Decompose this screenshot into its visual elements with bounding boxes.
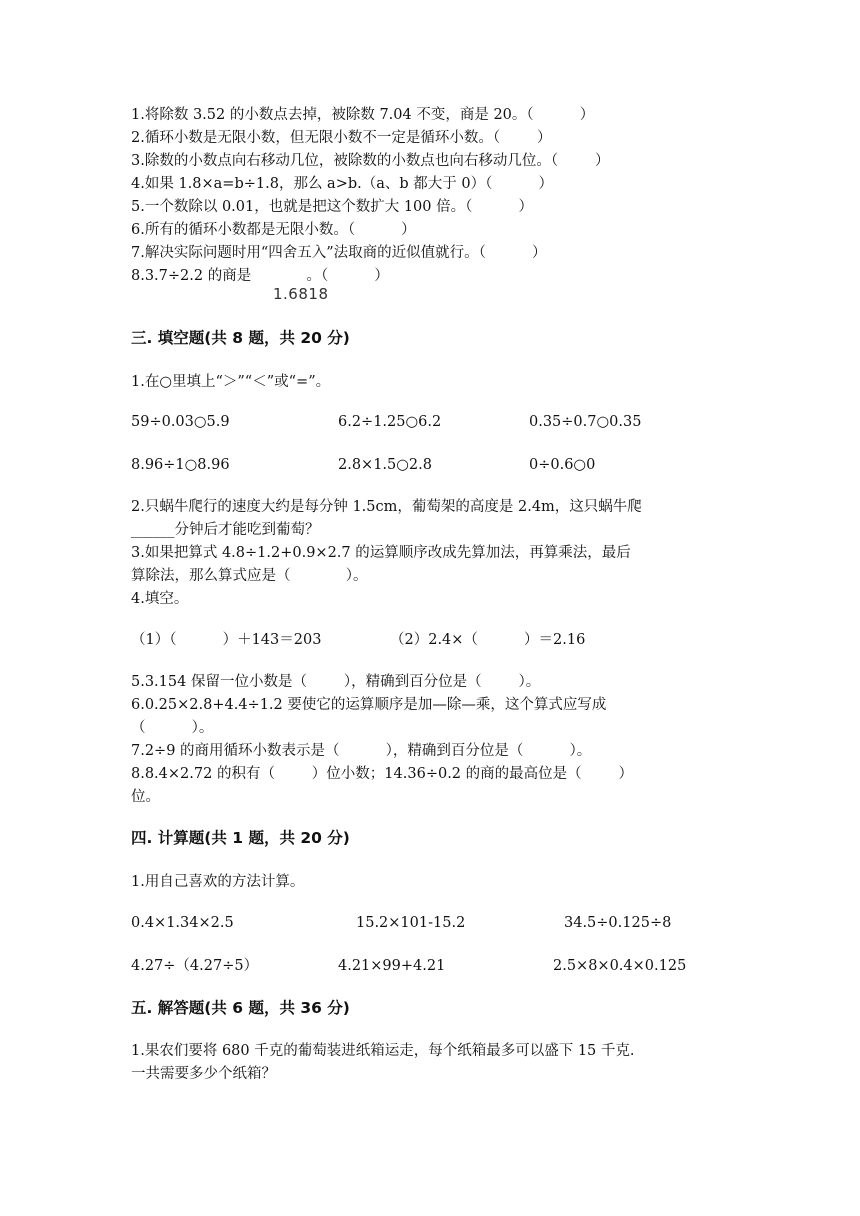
compare-item: 59÷0.03○5.9: [131, 414, 230, 430]
fill-item: （2）2.4×（ ）＝2.16: [390, 632, 586, 648]
compare-item: 0.35÷0.7○0.35: [529, 414, 642, 430]
calc-item: 15.2×101-15.2: [356, 915, 466, 931]
s3-q1-text: 1.在○里填上“＞”“＜”或“=”。: [131, 374, 331, 390]
s3-q8-line1: 8.8.4×2.72 的积有（ ）位小数；14.36÷0.2 的商的最高位是（ ）: [131, 766, 634, 782]
calc-item: 4.27÷（4.27÷5）: [131, 958, 259, 974]
compare-item: 8.96÷1○8.96: [131, 457, 230, 473]
calc-item: 4.21×99+4.21: [338, 958, 446, 974]
s3-q8-line2: 位。: [131, 789, 160, 805]
s3-q3-line1: 3.如果把算式 4.8÷1.2+0.9×2.7 的运算顺序改成先算加法，再算乘法，最后: [131, 545, 631, 561]
judgement-item-6: 6.所有的循环小数都是无限小数。（ ）: [131, 222, 416, 238]
compare-item: 2.8×1.5○2.8: [338, 457, 432, 473]
s5-q1-line2: 一共需要多少个纸箱？: [131, 1066, 276, 1082]
judgement-item-8: 8.3.7÷2.2 的商是 。（ ）: [131, 268, 389, 284]
calc-item: 34.5÷0.125÷8: [564, 915, 672, 931]
calc-item: 2.5×8×0.4×0.125: [553, 958, 687, 974]
s3-q2-line1: 2.只蜗牛爬行的速度大约是每分钟 1.5cm，葡萄架的高度是 2.4m，这只蜗牛爬: [131, 499, 642, 515]
judgement-item-4: 4.如果 1.8×a=b÷1.8，那么 a>b.（a、b 都大于 0）（ ）: [131, 176, 553, 192]
fill-item: （1）（ ）＋143＝203: [131, 632, 322, 648]
compare-item: 0÷0.6○0: [529, 457, 596, 473]
judgement-item-1: 1.将除数 3.52 的小数点去掉，被除数 7.04 不变，商是 20。（ ）: [131, 107, 595, 123]
s3-q6-line1: 6.0.25×2.8+4.4÷1.2 要使它的运算顺序是加—除—乘，这个算式应写成: [131, 697, 607, 713]
section-4-heading: 四. 计算题(共 1 题，共 20 分): [131, 829, 350, 847]
judgement-item-3: 3.除数的小数点向右移动几位，被除数的小数点也向右移动几位。（ ）: [131, 153, 610, 169]
s3-q7: 7.2÷9 的商用循环小数表示是（ ），精确到百分位是（ ）。: [131, 743, 592, 759]
compare-item: 6.2÷1.25○6.2: [338, 414, 442, 430]
s3-q5: 5.3.154 保留一位小数是（ ），精确到百分位是（ ）。: [131, 674, 541, 690]
s3-q2-line2: ______分钟后才能吃到葡萄？: [131, 522, 320, 538]
s3-q3-line2: 算除法，那么算式应是（ ）。: [131, 568, 368, 584]
judgement-8-answer-image: 1.6818: [273, 285, 329, 303]
s3-q4-text: 4.填空。: [131, 591, 189, 607]
s3-q6-line2: （ ）。: [131, 720, 214, 736]
judgement-item-7: 7.解决实际问题时用“四舍五入”法取商的近似值就行。（ ）: [131, 245, 547, 261]
s5-q1-line1: 1.果农们要将 680 千克的葡萄装进纸箱运走，每个纸箱最多可以盛下 15 千克.: [131, 1043, 635, 1059]
section-5-heading: 五. 解答题(共 6 题，共 36 分): [131, 999, 350, 1017]
judgement-item-2: 2.循环小数是无限小数，但无限小数不一定是循环小数。（ ）: [131, 130, 552, 146]
calc-item: 0.4×1.34×2.5: [131, 915, 234, 931]
s4-q1-text: 1.用自己喜欢的方法计算。: [131, 874, 305, 890]
section-3-heading: 三. 填空题(共 8 题，共 20 分): [131, 329, 350, 347]
judgement-item-5: 5.一个数除以 0.01，也就是把这个数扩大 100 倍。（ ）: [131, 199, 533, 215]
